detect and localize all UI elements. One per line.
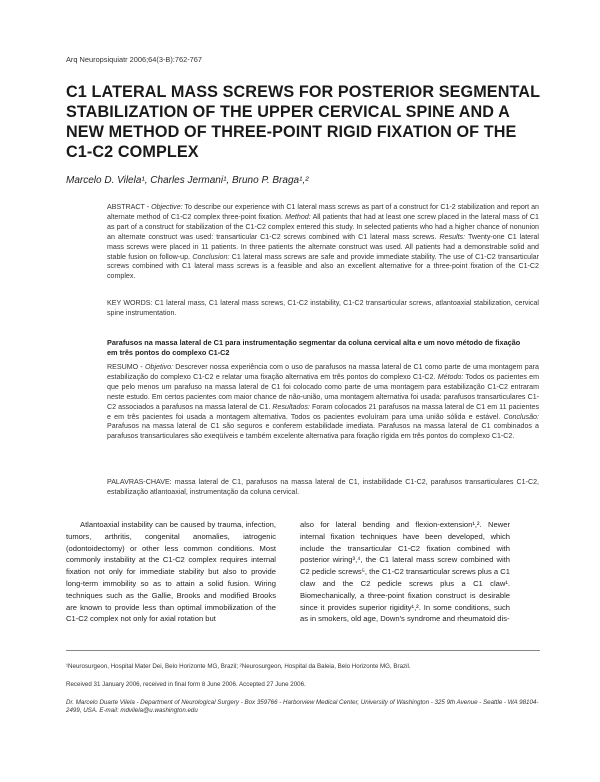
conclusao-text: Parafusos na massa lateral de C1 são seguros e conferem estabilidade imediata. Parafusos na massa lateral de C1 combinados a parafusos transarticulares são exeqüíveis e também excelente alternativa para fixação rígida em três pontos do complexo C1-C2. xyxy=(107,422,539,441)
keywords-en: KEY WORDS: C1 lateral mass, C1 lateral mass screws, C1-C2 instability, C1-C2 transarticular screws, atlantoaxial stabilization, cervical spine instrumentation. xyxy=(107,299,539,317)
conclusion-label: Conclusion: xyxy=(192,252,230,261)
method-text: All patients that had at least one screw placed in the lateral mass of C1 as part of a construct for stabilization of the C1-C2 complex entered this study. In selected patients who had a higher chance of nonunion an alternate construct was used: transarticular C1-C2 screws combined with C1 lateral mass screws. xyxy=(107,212,539,241)
author-list: Marcelo D. Vilela¹, Charles Jermani¹, Bruno P. Braga¹,² xyxy=(66,175,309,186)
resultados-label: Resultados: xyxy=(272,402,310,411)
conclusao-label: Conclusão: xyxy=(503,412,539,421)
metodo-label: Método: xyxy=(437,372,464,381)
objetivo-label: Objetivo: xyxy=(145,363,173,371)
abstract-label: ABSTRACT - xyxy=(107,203,150,211)
footnote-dates: Received 31 January 2006, received in final form 8 June 2006. Accepted 27 June 2006. xyxy=(66,681,306,688)
portuguese-title: Parafusos na massa lateral de C1 para instrumentação segmentar da coluna cervical alta e um novo método de fixação em três pontos do complexo C1-C2 xyxy=(107,338,521,357)
conclusion-text: C1 lateral mass screws are safe and provide immediate stability. The use of C1-C2 transarticular screws combined with C1 lateral mass screws is a feasible and also an excellent alternative for a three-point fixation of the C1-C2 complex. xyxy=(107,252,539,281)
objetivo-text: Descrever nossa experiência com o uso de parafusos na massa lateral de C1 como parte de uma montagem para estabilização do complexo C1-C2 e relatar uma fixação alternativa em três pontos do complexo C1-C2. xyxy=(107,363,539,381)
body-column-right: also for lateral bending and flexion-extension¹,². Newer internal fixation techniques have been developed, which include the transarticular C1-C2 fixation combined with posterior wiring³,⁴, the C1 lateral mass screw combined with C2 pedicle screws⁵, the C1-C2 transarticular screws plus a C1 claw and the C2 pedicle screws plus a C1 claw¹. Biomechanically, a three-point fixation construct is desirable since it provides superior rigidity¹,². In some conditions, such as in smokers, old age, Down's syndrome and rheumatoid dis- xyxy=(300,520,510,624)
footnote-divider xyxy=(66,650,540,651)
method-label: Method: xyxy=(285,212,311,221)
footnote-affiliations: ¹Neurosurgeon, Hospital Mater Dei, Belo Horizonte MG, Brazil; ²Neurosurgeon, Hospital da Baleia, Belo Horizonte MG, Brazil. xyxy=(66,663,411,670)
metodo-text: Todos os pacientes em que pelo menos um parafuso na massa lateral de C1 foi colocado como parte de uma montagem para estabilização C1-C2 entraram neste estudo. Em certos pacientes com maior chance de não-união, uma montagem alternativa foi usada: parafusos transarticulares C1-C2 associados a parafusos na massa lateral de C1. xyxy=(107,372,539,411)
article-title: C1 LATERAL MASS SCREWS FOR POSTERIOR SEGMENTAL STABILIZATION OF THE UPPER CERVICAL SPINE AND A NEW METHOD OF THREE-POINT RIGID FIXATION OF THE C1-C2 COMPLEX xyxy=(66,83,540,161)
results-label: Results: xyxy=(439,232,466,241)
journal-citation: Arq Neuropsiquiatr 2006;64(3-B):762-767 xyxy=(66,55,202,64)
body-column-left: Atlantoaxial instability can be caused by trauma, infection, tumors, arthritis, congenital anomalies, iatrogenic (odontoidectomy) or other less common conditions. Most commonly instability at the C1-C2 complex requires internal fixation not only for immediate stability but also to provide long-term immobility so as to attain a solid fusion. Wiring techniques such as the Gallie, Brooks and modified Brooks are known to provide less than optimal immobilization of the C1-C2 complex not only for axial rotation but xyxy=(66,520,276,624)
results-text: Twenty-one C1 lateral mass screws were placed in 11 patients. In three patients the alternate construct was used. All patients had a demonstrable solid and stable fusion on follow-up. xyxy=(107,232,539,261)
objective-text: To describe our experience with C1 lateral mass screws as part of a construct for C1-2 stabilization and report an alternate method of C1-C2 complex three-point fixation. xyxy=(107,203,539,221)
keywords-pt: PALAVRAS-CHAVE: massa lateral de C1, parafusos na massa lateral de C1, instabilidade C1-C2, parafusos transarticulares C1-C2, estabilização atlantoaxial, instrumentação da coluna cervical. xyxy=(107,478,539,496)
footnote-correspondence: Dr. Marcelo Duarte Vilela - Department of Neurological Surgery - Box 359766 - Harborview Medical Center, University of Washington - 325 9th Avenue - Seattle - WA 98104-2499, USA. E-mail: mdvilela@u.washington.edu xyxy=(66,699,539,714)
resumo-label: RESUMO - xyxy=(107,363,143,371)
resultados-text: Foram colocados 21 parafusos na massa lateral de C1 em 11 pacientes e em três pacientes foi usada a montagem alternativa. Todos os pacientes evoluíram para uma união sólida e estável. xyxy=(107,402,539,421)
abstract-en xyxy=(107,203,539,282)
objective-label: Objective: xyxy=(151,203,183,211)
abstract-pt xyxy=(107,363,539,442)
